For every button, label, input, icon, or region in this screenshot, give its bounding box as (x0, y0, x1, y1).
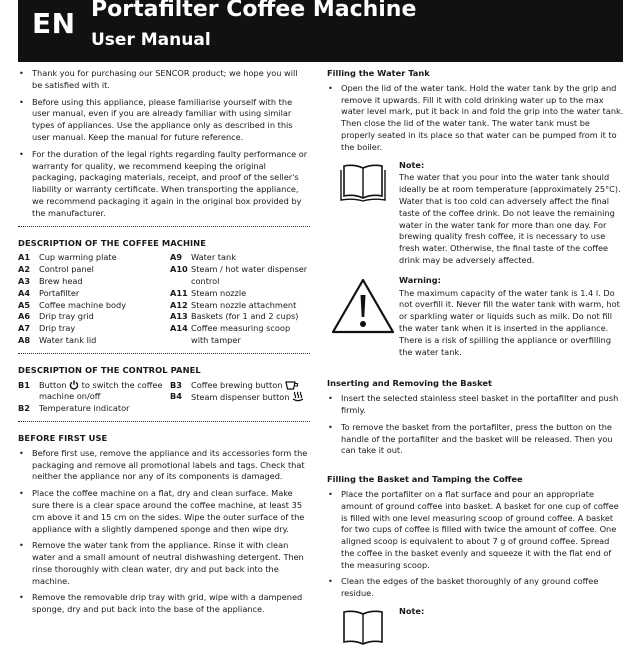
part-item: A8 Water tank lid (18, 334, 97, 345)
list-item: • For the duration of the legal rights regarding faulty performance or warranty for quality, we recommend keeping the original packaging, packaging materials, receipt, and proof of the seller's liability or warranty certificate. When transporting the appliance, we recommend packaging it again in the original box provided by the manufacturer. (18, 149, 310, 220)
warning-text: The maximum capacity of the water tank is 1.4 l. Do not overfill it. Never fill the water tank with warm, hot or sparkling water or liquids such as milk. Do not fill the water tank when it is inserted in the appliance. There is a risk of spilling the appliance or overfilling the water tank. (399, 287, 620, 357)
part-item: A14 Coffee measuring scoop with tamper (170, 323, 291, 345)
part-item: A13 Baskets (for 1 and 2 cups) (170, 311, 299, 322)
control-item: B2 Temperature indicator (18, 403, 130, 414)
list-item: • Before first use, remove the appliance and its accessories form the packaging and remove all promotional labels and tags. Check that neither the appliance nor any of its components is damaged. (18, 448, 310, 483)
parts-list (18, 252, 310, 346)
list-item: • Place the coffee machine on a flat, dry and clean surface. Make sure there is a clear space around the coffee machine, at least 35 cm above it and 15 cm on the sides. Wipe the outer surface of the appliance with a slightly dampened sponge and then wipe dry. (18, 488, 310, 535)
cup-icon (285, 381, 299, 390)
control-item: B1 Button to switch the coffee machine on/off (18, 379, 163, 402)
list-item: • To remove the basket from the portafilter, press the button on the handle of the portafilter and the basket will be released. Then you can take it out. (327, 422, 625, 457)
part-item: A7 Drip tray (18, 323, 76, 334)
language-code: EN (32, 7, 76, 40)
list-item: • Insert the selected stainless steel basket in the portafilter and push firmly. (327, 393, 625, 417)
part-item: A5 Coffee machine body (18, 299, 127, 310)
controls-column-right (170, 380, 310, 415)
list-item: • Remove the removable drip tray with grid, wipe with a dampened sponge, dry and put back into the base of the appliance. (18, 592, 310, 616)
steam-icon (292, 391, 304, 402)
dotted-divider (18, 421, 310, 422)
part-item: A2 Control panel (18, 264, 94, 275)
note-heading: Note: (399, 606, 425, 617)
subsection-title: Inserting and Removing the Basket (327, 378, 493, 389)
basket-list (327, 393, 625, 457)
warning-box (327, 275, 625, 359)
book-icon (340, 162, 386, 202)
list-item: • Remove the water tank from the appliance. Rinse it with clean water and a small amount of neutral dishwashing detergent. Then rinse thoroughly with clean water, dry and put back into the machine. (18, 540, 310, 587)
page-subtitle: User Manual (91, 30, 211, 50)
part-item: A4 Portafilter (18, 287, 80, 298)
list-item: • Place the portafilter on a flat surface and pour an appropriate amount of ground coffee into basket. A basket for one cup of coffee is filled with one level measuring scoop of ground coffee. A basket for two cups of coffee is filled with twice the amount of coffee. One aligned scoop is equivalent to about 7 g of ground coffee. Spread the coffee in the basket evenly and squeeze it with the flat end of the measuring scoop. (327, 489, 625, 572)
dotted-divider (18, 226, 310, 227)
part-item: A12 Steam nozzle attachment (170, 299, 297, 310)
control-panel-list (18, 380, 310, 415)
part-item: A6 Drip tray grid (18, 311, 94, 322)
parts-column-right (170, 252, 310, 346)
note-heading: Note: (399, 159, 425, 170)
part-item: A1 Cup warming plate (18, 252, 117, 263)
water-tank-list (327, 83, 625, 154)
subsection-title: Filling the Water Tank (327, 68, 430, 78)
book-icon (340, 608, 386, 648)
parts-column-left (18, 252, 170, 346)
page-title: Portafilter Coffee Machine (91, 0, 417, 22)
part-item: A3 Brew head (18, 275, 83, 286)
note-box (327, 606, 625, 648)
header-bar (18, 0, 623, 62)
part-item: A10 Steam / hot water dispenser control (170, 264, 308, 286)
subsection-title: Filling the Basket and Tamping the Coffee (327, 474, 523, 485)
before-first-use-list (18, 448, 310, 616)
list-item: • Open the lid of the water tank. Hold the water tank by the grip and remove it upwards. Fill it with cold drinking water up to the max water level mark, put it back in and fold the grip into the water tank. Then close the lid of the water tank. The water tank must be properly seated in its place so that water can be pumped from it to the boiler. (327, 83, 625, 154)
right-column (327, 68, 625, 656)
tamping-list (327, 489, 625, 600)
section-title: DESCRIPTION OF THE COFFEE MACHINE (18, 237, 206, 248)
intro-list (18, 68, 310, 220)
section-title: DESCRIPTION OF THE CONTROL PANEL (18, 364, 201, 375)
part-item: A11 Steam nozzle (170, 287, 247, 298)
note-text: The water that you pour into the water tank should ideally be at room temperature (approximately 25°C). Water that is too cold can adversely affect the final taste of the coffee drink. Do not leave the remaining water in the water tank for more than one day. For brewing quality fresh coffee, it is necessary to use fresh water. Otherwise, the final taste of the coffee drink may be adversely affected. (399, 172, 621, 265)
control-item: B4 Steam dispenser button (170, 391, 310, 404)
list-item: • Clean the edges of the basket thoroughly of any ground coffee residue. (327, 576, 625, 600)
power-icon (69, 380, 79, 390)
part-item: A9 Water tank (170, 252, 236, 263)
note-box (327, 160, 625, 267)
section-title: BEFORE FIRST USE (18, 432, 108, 443)
list-item: • Before using this appliance, please familiarise yourself with the user manual, even if you are already familiar with using similar types of appliances. Use the appliance only as described in this user manual. Keep the manual for future reference. (18, 97, 310, 144)
list-item: • Thank you for purchasing our SENCOR product; we hope you will be satisfied with it. (18, 68, 310, 92)
controls-column-left (18, 380, 170, 415)
control-item: B3 Coffee brewing button (170, 380, 310, 392)
warning-triangle-icon (330, 277, 396, 335)
left-column (18, 68, 310, 621)
warning-heading: Warning: (399, 274, 441, 285)
dotted-divider (18, 353, 310, 354)
